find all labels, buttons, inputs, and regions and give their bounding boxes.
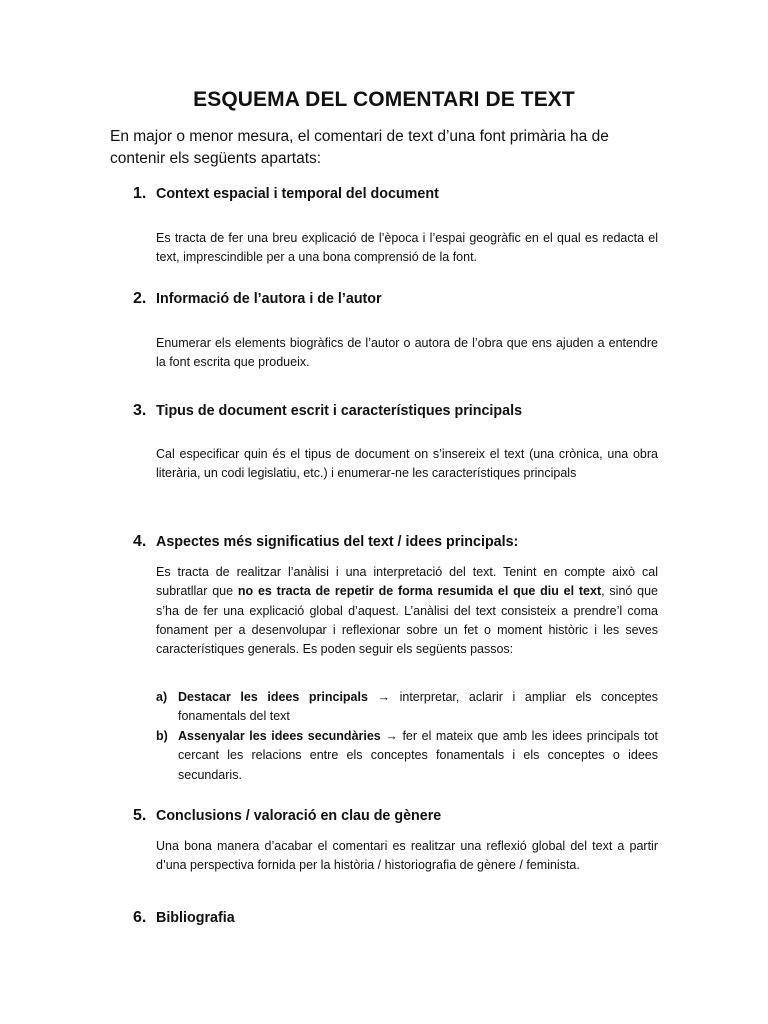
body-text: , sinó que s’ha de fer una explicació global d’aquest. L’anàlisi del text consisteix a prendre’l coma fonament per a desenvolupar i reflexionar sobre un fet o moment històric i les seves característiques generals. Es poden seguir els següents passos:	[156, 584, 659, 657]
section-2-body: Enumerar els elements biogràfics de l’autor o autora de l’obra que ens ajuden a entendre la font escrita que produeix.	[156, 336, 658, 370]
section-3-body: Cal especificar quin és el tipus de document on s’insereix el text (una crònica, una obra literària, un codi legislatiu, etc.) i enumerar-ne les característiques principals	[156, 447, 658, 481]
section-number: 5.	[133, 807, 147, 824]
arrow-right-icon: →	[385, 729, 398, 743]
intro-paragraph: En major o menor mesura, el comentari de text d’una font primària ha de contenir els següents apartats:	[110, 128, 609, 167]
body-emphasis: no es tracta de repetir de forma resumida el que diu el text	[237, 584, 602, 599]
list-text	[178, 727, 658, 785]
list-item-b	[156, 727, 658, 785]
section-number: 3.	[133, 402, 147, 419]
list-emphasis: Assenyalar les idees secundàries	[178, 729, 381, 743]
section-1-heading	[133, 185, 439, 203]
section-number: 2.	[133, 290, 147, 307]
section-5-heading	[133, 807, 441, 825]
section-3-heading	[133, 402, 522, 420]
body-text: Es tracta de realitzar l’anàlisi i una interpretació del text. Tenint en compte això cal subratllar que	[156, 565, 658, 599]
list-item-a	[156, 688, 658, 727]
section-2-heading	[133, 290, 382, 308]
section-1-body: Es tracta de fer una breu explicació de l’època i l’espai geogràfic en el qual es redacta el text, imprescindible per a una bona comprensió de la font.	[156, 231, 658, 265]
list-label: b)	[156, 729, 168, 743]
arrow-right-icon: →	[377, 690, 391, 704]
section-number: 1.	[133, 185, 147, 202]
section-title: Context espacial i temporal del document	[156, 186, 439, 202]
list-emphasis: Destacar les idees principals	[178, 690, 368, 704]
section-4-heading	[133, 533, 518, 551]
section-title: Conclusions / valoració en clau de gènere	[156, 808, 442, 824]
list-label: a)	[156, 690, 168, 704]
section-number: 6.	[133, 909, 147, 926]
section-6-heading	[133, 909, 235, 927]
section-4-body	[156, 563, 658, 659]
section-title: Bibliografia	[156, 910, 235, 926]
section-5-body: Una bona manera d’acabar el comentari es realitzar una reflexió global del text a partir d’una perspectiva fornida per la història / historiografia de gènere / feminista.	[156, 839, 658, 873]
list-text	[178, 688, 658, 727]
section-number: 4.	[133, 533, 147, 550]
section-title: Tipus de document escrit i característiques principals	[156, 403, 523, 419]
list-text-rest: interpretar, aclarir i ampliar els conceptes fonamentals del text	[178, 690, 658, 724]
document-title: ESQUEMA DEL COMENTARI DE TEXT	[193, 88, 575, 111]
section-title: Informació de l’autora i de l’autor	[156, 291, 382, 307]
section-title: Aspectes més significatius del text / idees principals:	[156, 534, 519, 550]
list-text-rest: fer el mateix que amb les idees principals tot cercant les relacions entre els conceptes fonamentals i els conceptes o idees secundaris.	[178, 729, 658, 782]
